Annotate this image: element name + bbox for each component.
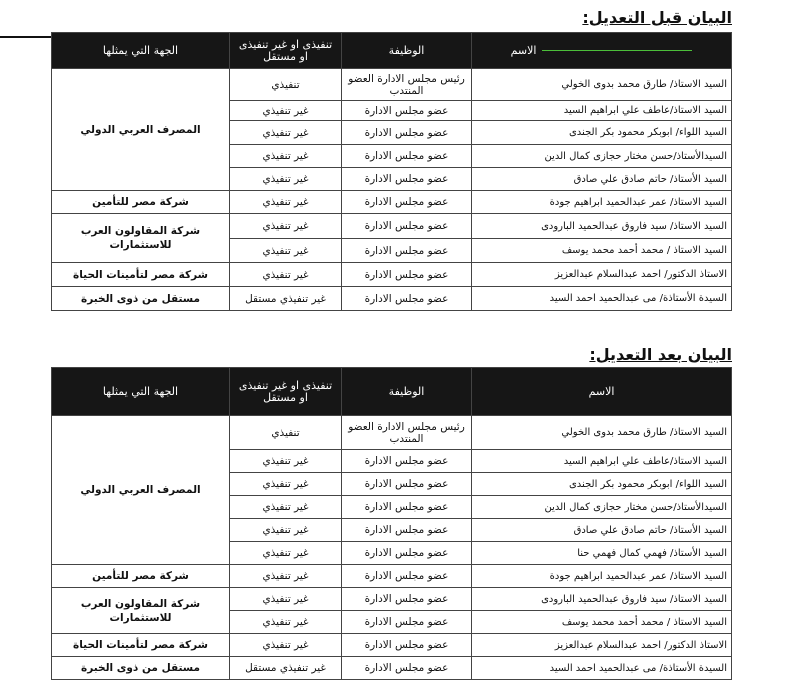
member-role: عضو مجلس الادارة [342,145,472,168]
entity-cell: مستقل من ذوى الخبرة [52,657,230,680]
member-role: عضو مجلس الادارة [342,191,472,214]
member-role: عضو مجلس الادارة [342,450,472,473]
table-row [52,634,732,657]
member-name: السيد الاستاذ/ سيد فاروق عبدالحميد البارودى [472,214,732,239]
member-name: السيد الأستاذ/ حاتم صادق علي صادق [472,168,732,191]
table-row [52,263,732,287]
member-name: السيدالأستاذ/حسن مختار حجازى كمال الدين [472,145,732,168]
header-name: الاسم [472,33,732,69]
member-exec-status: غير تنفيذي [230,239,342,263]
member-name: السيد الاستاذ / محمد أحمد محمد يوسف [472,239,732,263]
member-role: عضو مجلس الادارة [342,565,472,588]
member-role: عضو مجلس الادارة [342,168,472,191]
header-entity: الجهة التي يمثلها [52,33,230,69]
member-exec-status: تنفيذي [230,416,342,450]
entity-cell: مستقل من ذوى الخبرة [52,287,230,311]
header-entity: الجهة التي يمثلها [52,368,230,416]
table-header-row [52,368,732,416]
green-rule [542,50,692,51]
header-name: الاسم [472,368,732,416]
member-role: عضو مجلس الادارة [342,239,472,263]
member-name: السيد اللواء/ ابوبكر محمود بكر الجندى [472,473,732,496]
member-name: السيد الاستاذ/ سيد فاروق عبدالحميد البارودى [472,588,732,611]
member-role: عضو مجلس الادارة [342,519,472,542]
member-name: السيد اللواء/ ابوبكر محمود بكر الجندى [472,121,732,145]
header-role: الوظيفة [342,368,472,416]
member-role: عضو مجلس الادارة [342,263,472,287]
member-role: عضو مجلس الادارة [342,121,472,145]
member-name: السيد الاستاذ/عاطف علي ابراهيم السيد [472,101,732,121]
member-exec-status: غير تنفيذي [230,542,342,565]
table-row [52,214,732,239]
entity-cell: شركة مصر لتأمينات الحياة [52,634,230,657]
after-table [51,367,732,680]
member-role: عضو مجلس الادارة [342,287,472,311]
member-exec-status: غير تنفيذي [230,565,342,588]
member-name: السيد الاستاذ/ طارق محمد بدوى الخولي [472,69,732,101]
member-name: السيد الاستاذ / محمد أحمد محمد يوسف [472,611,732,634]
member-name: السيدة الأستاذة/ مى عبدالحميد احمد السيد [472,287,732,311]
member-name: السيدالأستاذ/حسن مختار حجازى كمال الدين [472,496,732,519]
member-exec-status: غير تنفيذي [230,611,342,634]
member-name: السيد الأستاذ/ فهمي كمال فهمي حنا [472,542,732,565]
entity-cell: المصرف العربي الدولي [52,69,230,191]
member-exec-status: غير تنفيذي [230,473,342,496]
member-role: عضو مجلس الادارة [342,657,472,680]
member-name: الاستاذ الدكتور/ احمد عبدالسلام عبدالعزيز [472,263,732,287]
member-role: رئيس مجلس الادارة العضو المنتدب [342,69,472,101]
member-name: السيد الاستاذ/ عمر عبدالحميد ابراهيم جودة [472,191,732,214]
table-row [52,69,732,101]
member-role: عضو مجلس الادارة [342,496,472,519]
entity-cell: شركة مصر لتأمينات الحياة [52,263,230,287]
table-row [52,657,732,680]
table-row [52,565,732,588]
table-row [52,588,732,611]
entity-cell: شركة المقاولون العرب للاستثمارات [52,214,230,263]
member-name: السيد الاستاذ/عاطف علي ابراهيم السيد [472,450,732,473]
member-exec-status: غير تنفيذي [230,191,342,214]
member-role: عضو مجلس الادارة [342,634,472,657]
member-name: السيدة الأستاذة/ مى عبدالحميد احمد السيد [472,657,732,680]
member-role: عضو مجلس الادارة [342,611,472,634]
member-exec-status: غير تنفيذي [230,450,342,473]
entity-cell: شركة المقاولون العرب للاستثمارات [52,588,230,634]
member-name: السيد الأستاذ/ حاتم صادق علي صادق [472,519,732,542]
member-role: عضو مجلس الادارة [342,588,472,611]
member-exec-status: غير تنفيذي [230,145,342,168]
member-role: عضو مجلس الادارة [342,542,472,565]
header-exec: تنفيذى او غير تنفيذى او مستقل [230,368,342,416]
member-role: عضو مجلس الادارة [342,101,472,121]
member-name: السيد الاستاذ/ عمر عبدالحميد ابراهيم جودة [472,565,732,588]
member-exec-status: غير تنفيذي [230,263,342,287]
member-name: السيد الاستاذ/ طارق محمد بدوى الخولي [472,416,732,450]
entity-cell: شركة مصر للتأمين [52,191,230,214]
member-exec-status: غير تنفيذي [230,634,342,657]
member-exec-status: غير تنفيذي مستقل [230,657,342,680]
member-exec-status: غير تنفيذي مستقل [230,287,342,311]
table-row [52,287,732,311]
table-header-row [52,33,732,69]
table-row [52,191,732,214]
table-row [52,416,732,450]
member-exec-status: غير تنفيذي [230,519,342,542]
member-role: عضو مجلس الادارة [342,473,472,496]
member-exec-status: تنفيذي [230,69,342,101]
after-section-title: البيان بعد التعديل: [589,345,732,364]
member-exec-status: غير تنفيذي [230,168,342,191]
member-name: الاستاذ الدكتور/ احمد عبدالسلام عبدالعزيز [472,634,732,657]
before-section-title: البيان قبل التعديل: [582,8,732,27]
member-exec-status: غير تنفيذي [230,101,342,121]
member-role: رئيس مجلس الادارة العضو المنتدب [342,416,472,450]
member-exec-status: غير تنفيذي [230,214,342,239]
before-table [51,32,732,311]
member-role: عضو مجلس الادارة [342,214,472,239]
entity-cell: شركة مصر للتأمين [52,565,230,588]
member-exec-status: غير تنفيذي [230,588,342,611]
member-exec-status: غير تنفيذي [230,496,342,519]
header-role: الوظيفة [342,33,472,69]
entity-cell: المصرف العربي الدولي [52,416,230,565]
member-exec-status: غير تنفيذي [230,121,342,145]
header-exec: تنفيذى او غير تنفيذى او مستقل [230,33,342,69]
